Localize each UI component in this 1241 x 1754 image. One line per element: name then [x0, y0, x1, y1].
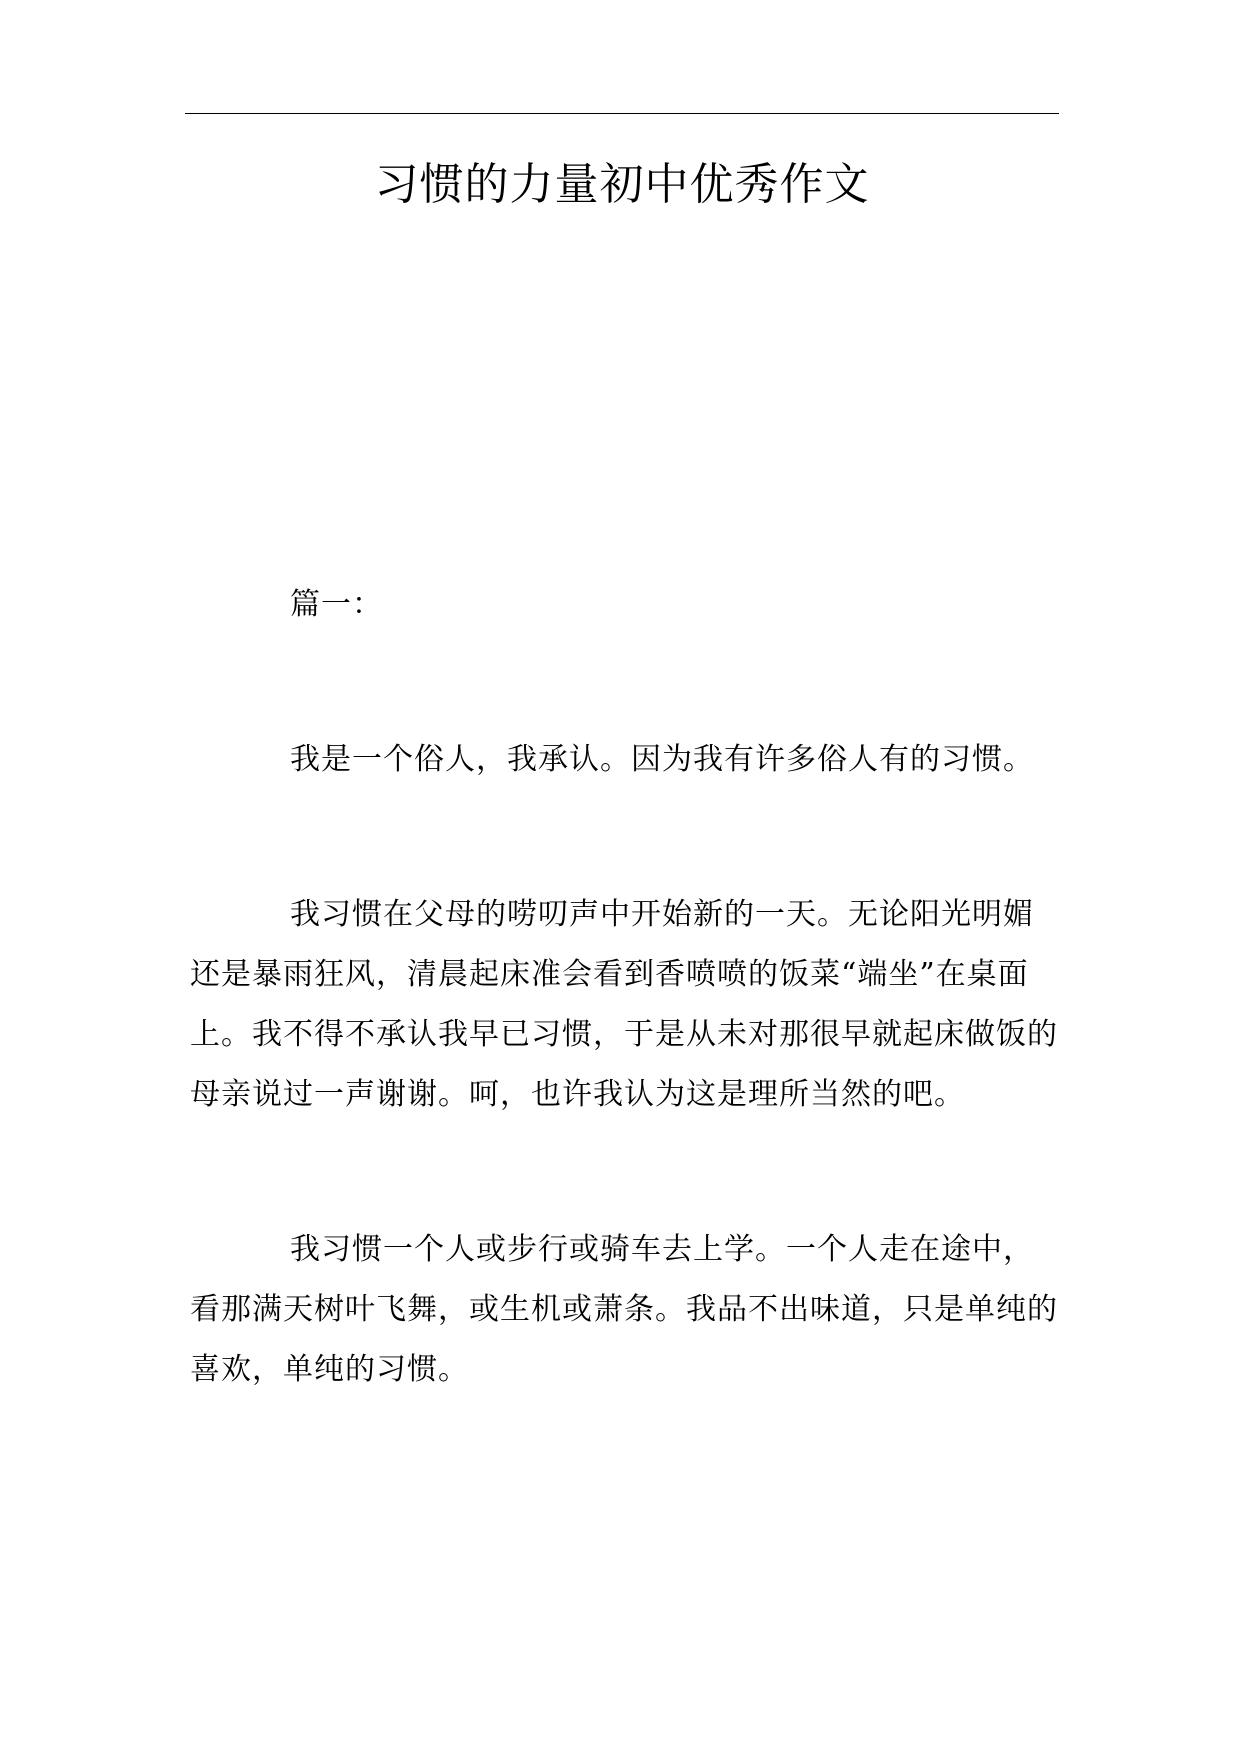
paragraph-1: 我是一个俗人，我承认。因为我有许多俗人有的习惯。 — [290, 742, 1034, 777]
paragraph-2: 我习惯在父母的唠叨声中开始新的一天。无论阳光明媚还是暴雨狂风，清晨起床准会看到香喷喷的饭菜“端坐”在桌面上。我不得不承认我早已习惯，于是从未对那很早就起床做饭的母亲说过一声谢谢。呵，也许我认为这是理所当然的吧。 — [190, 897, 1058, 1112]
document-body — [190, 575, 1060, 1400]
paragraph-3: 我习惯一个人或步行或骑车去上学。一个人走在途中，看那满天树叶飞舞，或生机或萧条。我品不出味道，只是单纯的喜欢，单纯的习惯。 — [190, 1232, 1058, 1387]
section-label: 篇一： — [290, 587, 383, 622]
document-title: 习惯的力量初中优秀作文 — [374, 159, 870, 210]
header-rule — [185, 113, 1059, 114]
